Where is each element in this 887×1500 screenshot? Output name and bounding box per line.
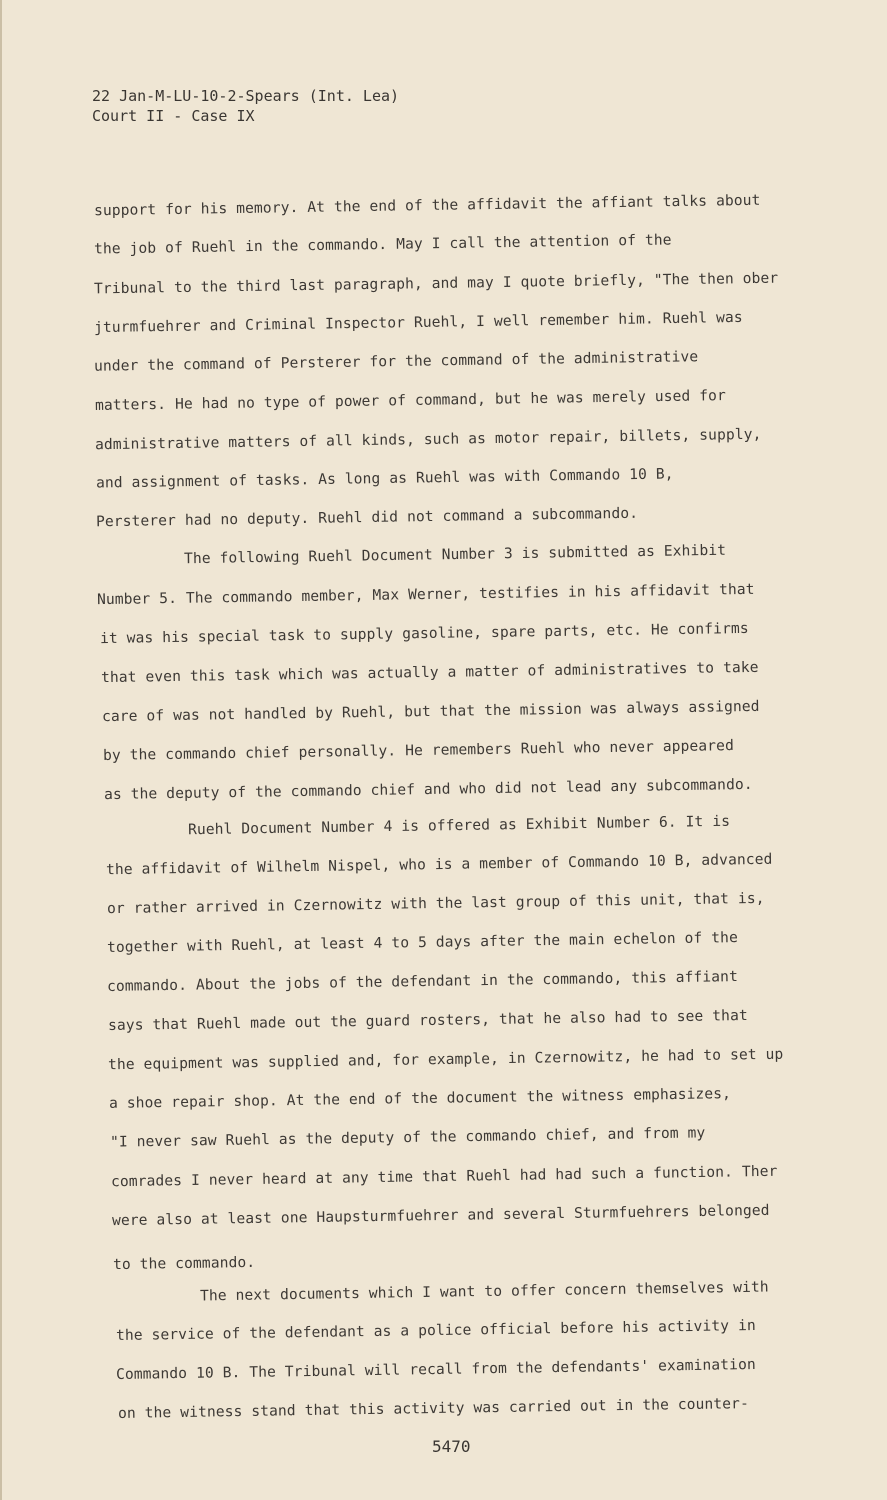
text-line: jturmfuehrer and Criminal Inspector Ruehl, I well remember him. Ruehl was — [93, 308, 743, 337]
text-line: The following Ruehl Document Number 3 is submitted as Exhibit — [183, 541, 727, 568]
text-line: together with Ruehl, at least 4 to 5 days after the main echelon of the — [106, 929, 739, 956]
text-line: The next documents which I want to offer concern themselves with — [199, 1278, 769, 1305]
header-court: Court II - Case IX — [92, 107, 255, 125]
text-line: support for his memory. At the end of the affidavit the affiant talks about — [93, 191, 761, 220]
text-line: or rather arrived in Czernowitz with the last group of this unit, that is, — [106, 889, 765, 918]
text-line: that even this task which was actually a matter of administratives to take — [100, 658, 759, 687]
page-number: 5470 — [432, 1437, 471, 1456]
text-line: "I never saw Ruehl as the deputy of the commando chief, and from my — [109, 1124, 706, 1151]
text-line: on the witness stand that this activity was carried out in the counter- — [117, 1395, 750, 1422]
text-line: administrative matters of all kinds, such as motor repair, billets, supply, — [94, 425, 762, 454]
text-line: Number 5. The commando member, Max Werner, testifies in his affidavit that — [96, 580, 755, 609]
text-line: Tribunal to the third last paragraph, and may I quote briefly, "The then ober — [93, 269, 779, 298]
text-line: as the deputy of the commando chief and who did not lead any subcommando. — [103, 775, 753, 804]
text-line: under the command of Persterer for the command of the administrative — [93, 348, 699, 375]
text-line: care of was not handled by Ruehl, but that the mission was always assigned — [101, 697, 760, 726]
header-case-reference: 22 Jan-M-LU-10-2-Spears (Int. Lea) — [92, 87, 400, 105]
text-line: the service of the defendant as a police official before his activity in — [115, 1316, 756, 1345]
text-line: matters. He had no type of power of command, but he was merely used for — [94, 387, 727, 414]
document-header — [92, 86, 399, 126]
text-line: a shoe repair shop. At the end of the document the witness emphasizes, — [108, 1085, 732, 1112]
text-line: and assignment of tasks. As long as Ruehl was with Commando 10 B, — [95, 465, 674, 492]
text-line: by the commando chief personally. He remembers Ruehl who never appeared — [102, 737, 735, 764]
text-line: the equipment was supplied and, for example, in Czernowitz, he had to set up — [107, 1045, 784, 1074]
text-line: were also at least one Haupsturmfuehrer and several Sturmfuehrers belonged — [111, 1201, 770, 1230]
text-line: says that Ruehl made out the guard rosters, that he also had to see that — [107, 1006, 748, 1035]
text-line: Commando 10 B. The Tribunal will recall from the defendants' examination — [115, 1355, 756, 1384]
text-line: the job of Ruehl in the commando. May I call the attention of the — [93, 231, 672, 258]
text-line: to the commando. — [112, 1253, 256, 1274]
text-line: it was his special task to supply gasoline, spare parts, etc. He confirms — [99, 619, 749, 648]
text-line: Persterer had no deputy. Ruehl did not command a subcommando. — [95, 504, 639, 531]
text-line: commando. About the jobs of the defendant in the commando, this affiant — [106, 968, 739, 995]
text-line: the affidavit of Wilhelm Nispel, who is a member of Commando 10 B, advanced — [105, 850, 773, 879]
text-line: comrades I never heard at any time that Ruehl had had such a function. Ther — [110, 1162, 778, 1191]
text-line: Ruehl Document Number 4 is offered as Exhibit Number 6. It is — [187, 812, 731, 839]
